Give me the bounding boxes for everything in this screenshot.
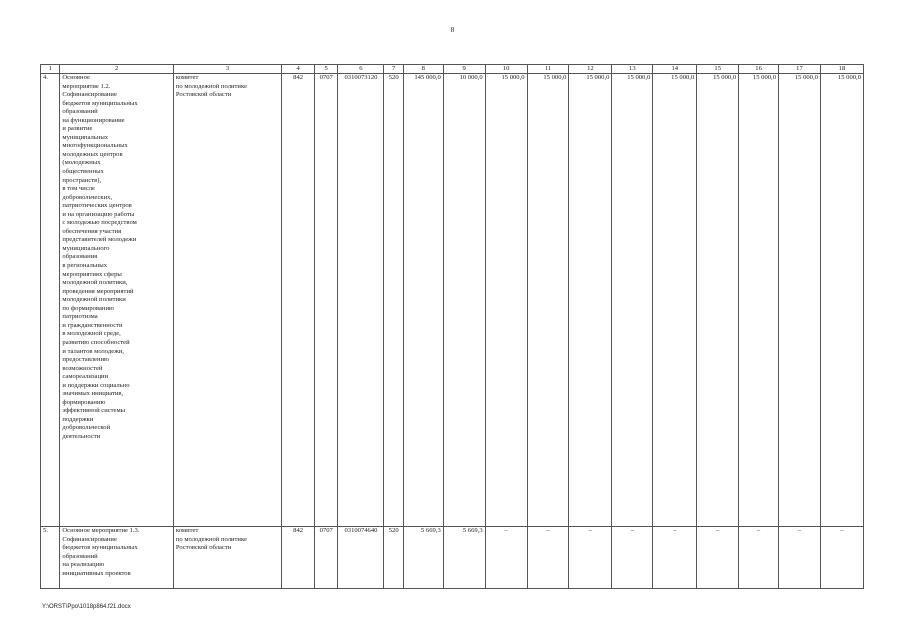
expense-type: 520 [384, 527, 403, 589]
header-cell: 9 [443, 65, 485, 74]
header-cell: 6 [338, 65, 384, 74]
section-code: 0707 [314, 527, 338, 589]
year-amount: – [739, 527, 779, 589]
year-amount: 15 000,0 [569, 74, 612, 527]
text-line: пространств), [62, 176, 102, 184]
text-line: по формированию [62, 304, 114, 312]
header-cell: 10 [485, 65, 527, 74]
page-number: 8 [450, 26, 455, 34]
target-code: 0310074640 [338, 527, 384, 589]
header-cell: 12 [569, 65, 612, 74]
text-line: на функционирование [62, 116, 125, 124]
text-line: поддержки [62, 415, 94, 423]
row-number: 5. [41, 527, 60, 589]
year-amount: 15 000,0 [739, 74, 779, 527]
text-line: самореализации [62, 373, 109, 381]
text-line: патриотизма [62, 313, 98, 321]
text-line: обеспечения участия [62, 227, 122, 235]
text-line: образований [62, 108, 98, 116]
text-line: бюджетов муниципальных [62, 544, 138, 552]
text-line: и поддержки социально [62, 381, 130, 389]
file-path-footer: Y:\ORST\Ppo\1018p864.f21.docx [42, 604, 131, 610]
text-line: Ростовской области [175, 91, 232, 99]
text-line: общественных [62, 168, 104, 176]
text-line: Софинансирование [62, 91, 117, 99]
text-line: муниципального [62, 244, 110, 252]
year-amount: 15 000,0 [527, 74, 569, 527]
header-cell: 11 [527, 65, 569, 74]
text-line: добровольческих, [62, 193, 113, 201]
row-number: 4. [41, 74, 60, 527]
text-line: в том числе [62, 185, 95, 193]
text-line: эффективной системы [62, 407, 126, 415]
text-line: образования [62, 253, 98, 261]
header-cell: 8 [403, 65, 443, 74]
year-amount: – [820, 527, 863, 589]
budget-table [40, 64, 864, 589]
text-line: и на организацию работы [62, 210, 135, 218]
header-cell: 18 [820, 65, 863, 74]
table-row [41, 74, 864, 527]
header-cell: 17 [779, 65, 821, 74]
executor [173, 74, 281, 527]
year-amount: – [779, 527, 821, 589]
target-code: 0310073120 [338, 74, 384, 527]
text-line: представителей молодежи [62, 236, 137, 244]
text-line: комитет [175, 74, 199, 81]
text-line: Софинансирование [62, 535, 117, 543]
year-amount: 15 000,0 [779, 74, 821, 527]
text-line: с молодежью посредством [62, 219, 137, 227]
text-line: Основное мероприятие 1.3. [62, 527, 140, 534]
header-cell: 5 [314, 65, 338, 74]
text-line: и развитие [62, 125, 93, 133]
text-line: (молодежных [62, 159, 101, 167]
text-line: бюджетов муниципальных [62, 99, 138, 107]
text-line: по молодежной политике [175, 82, 247, 90]
year-amount: 15 000,0 [612, 74, 653, 527]
text-line: значимых инициатив, [62, 390, 124, 398]
year-amount: 15 000,0 [653, 74, 697, 527]
header-cell: 2 [60, 65, 173, 74]
year-amount: – [485, 527, 527, 589]
total-amount: 5 669,3 [403, 527, 443, 589]
text-line: предоставлению [62, 356, 109, 364]
text-line: многофункциональных [62, 142, 128, 150]
measure-name [60, 527, 173, 589]
year-amount: 10 000,0 [443, 74, 485, 527]
text-line: Ростовской области [175, 544, 232, 552]
header-cell: 13 [612, 65, 653, 74]
text-line: молодежных центров [62, 150, 123, 158]
header-cell: 15 [697, 65, 739, 74]
year-amount: – [527, 527, 569, 589]
executor [173, 527, 281, 589]
text-line: в региональных [62, 262, 108, 270]
text-line: муниципальных [62, 133, 109, 141]
text-line: добровольческой [62, 424, 111, 432]
text-line: проведения мероприятий [62, 287, 134, 295]
text-line: комитет [175, 527, 199, 534]
year-amount: 15 000,0 [697, 74, 739, 527]
text-line: и гражданственности [62, 321, 123, 329]
header-cell: 3 [173, 65, 281, 74]
text-line: патриотических центров [62, 202, 132, 210]
year-amount: 15 000,0 [820, 74, 863, 527]
text-line: инициативных проектов [62, 569, 131, 577]
year-amount: – [612, 527, 653, 589]
text-line: мероприятие 1.2. [62, 82, 111, 90]
header-cell: 16 [739, 65, 779, 74]
text-line: на реализацию [62, 561, 105, 569]
text-line: образований [62, 552, 98, 560]
header-row [41, 65, 864, 74]
measure-name [60, 74, 173, 527]
text-line: формированию [62, 398, 106, 406]
total-amount: 145 000,0 [403, 74, 443, 527]
text-line: мероприятиях сферы [62, 270, 122, 278]
year-amount: 5 669,3 [443, 527, 485, 589]
header-cell: 1 [41, 65, 60, 74]
year-amount: 15 000,0 [485, 74, 527, 527]
text-line: возможностей [62, 364, 103, 372]
text-line: деятельности [62, 432, 101, 440]
year-amount: – [697, 527, 739, 589]
expense-type: 520 [384, 74, 403, 527]
table-row [41, 527, 864, 589]
year-amount: – [569, 527, 612, 589]
header-cell: 4 [282, 65, 315, 74]
year-amount: – [653, 527, 697, 589]
grbs-code: 842 [282, 527, 315, 589]
text-line: в молодежной среде, [62, 330, 121, 338]
text-line: по молодежной политике [175, 535, 247, 543]
text-line: развитию способностей [62, 338, 130, 346]
section-code: 0707 [314, 74, 338, 527]
grbs-code: 842 [282, 74, 315, 527]
text-line: и талантов молодежи, [62, 347, 124, 355]
header-cell: 7 [384, 65, 403, 74]
header-cell: 14 [653, 65, 697, 74]
text-line: молодежной политики, [62, 279, 128, 287]
text-line: молодежной политики [62, 296, 126, 304]
text-line: Основное [62, 74, 90, 81]
